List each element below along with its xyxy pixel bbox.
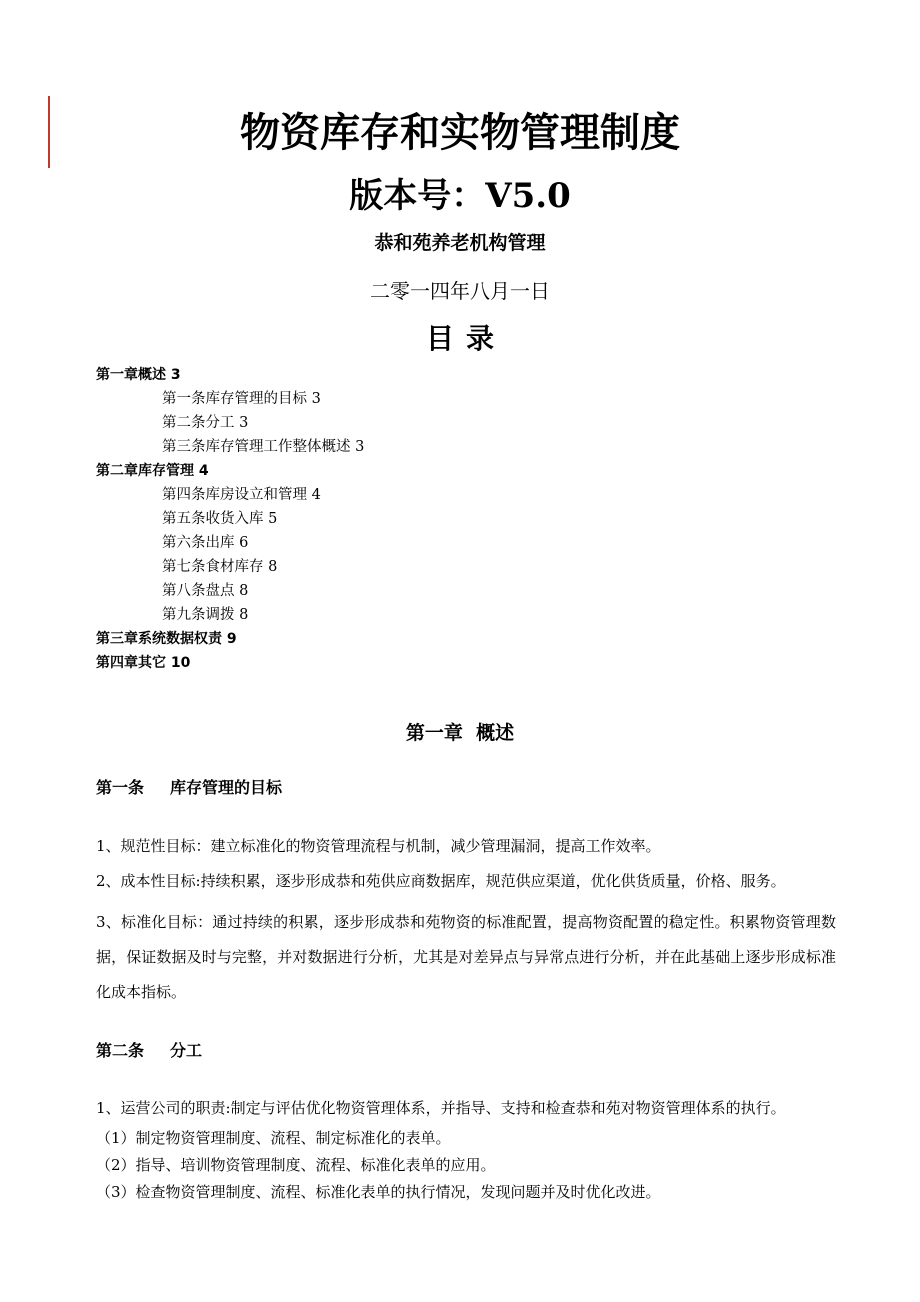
paragraph: （2）指导、培训物资管理制度、流程、标准化表单的应用。 [96, 1156, 496, 1174]
article-title: 库存管理的目标 [170, 778, 283, 797]
article-number: 第二条 [96, 1041, 145, 1060]
toc-heading: 目录 [425, 322, 506, 355]
document-date: 二零一四年八月一日 [370, 279, 550, 303]
article-heading [96, 1038, 202, 1064]
article-heading [96, 775, 282, 801]
version-label: 版本号：V5.0 [349, 176, 571, 216]
table-of-contents [96, 363, 364, 675]
toc-entry[interactable]: 第二章库存管理 4 [96, 463, 209, 479]
article-number: 第一条 [96, 778, 145, 797]
toc-entry[interactable]: 第二条分工 3 [162, 415, 249, 431]
toc-entry[interactable]: 第八条盘点 8 [162, 583, 249, 599]
toc-entry[interactable]: 第九条调拨 8 [162, 607, 249, 623]
toc-entry[interactable]: 第四条库房设立和管理 4 [162, 487, 321, 503]
toc-entry[interactable]: 第五条收货入库 5 [162, 511, 278, 527]
paragraph: （1）制定物资管理制度、流程、制定标准化的表单。 [96, 1129, 451, 1147]
paragraph: 1、规范性目标：建立标准化的物资管理流程与机制，减少管理漏洞，提高工作效率。 [96, 837, 661, 855]
toc-entry[interactable]: 第三章系统数据权责 9 [96, 631, 237, 647]
toc-entry[interactable]: 第七条食材库存 8 [162, 559, 278, 575]
toc-entry[interactable]: 第一章概述 3 [96, 367, 181, 383]
paragraph: 2、成本性目标:持续积累，逐步形成恭和苑供应商数据库，规范供应渠道，优化供货质量，价格、服务。 [96, 872, 786, 890]
paragraph: 3、标准化目标：通过持续的积累，逐步形成恭和苑物资的标准配置，提高物资配置的稳定性。积累物资管理数据，保证数据及时与完整，并对数据进行分析，尤其是对差异点与异常点进行分析，并在此基础上逐步形成标准化成本指标。 [96, 913, 836, 1001]
toc-entry[interactable]: 第一条库存管理的目标 3 [162, 391, 321, 407]
toc-entry[interactable]: 第三条库存管理工作整体概述 3 [162, 439, 365, 455]
organization-name: 恭和苑养老机构管理 [374, 232, 546, 254]
chapter-heading: 第一章 概述 [405, 722, 515, 744]
document-title: 物资库存和实物管理制度 [240, 110, 680, 156]
article-title: 分工 [170, 1041, 203, 1060]
paragraph: （3）检查物资管理制度、流程、标准化表单的执行情况，发现问题并及时优化改进。 [96, 1183, 661, 1201]
toc-entry[interactable]: 第四章其它 10 [96, 655, 191, 671]
toc-entry[interactable]: 第六条出库 6 [162, 535, 249, 551]
paragraph: 1、运营公司的职责:制定与评估优化物资管理体系，并指导、支持和检查恭和苑对物资管理体系的执行。 [96, 1099, 786, 1117]
